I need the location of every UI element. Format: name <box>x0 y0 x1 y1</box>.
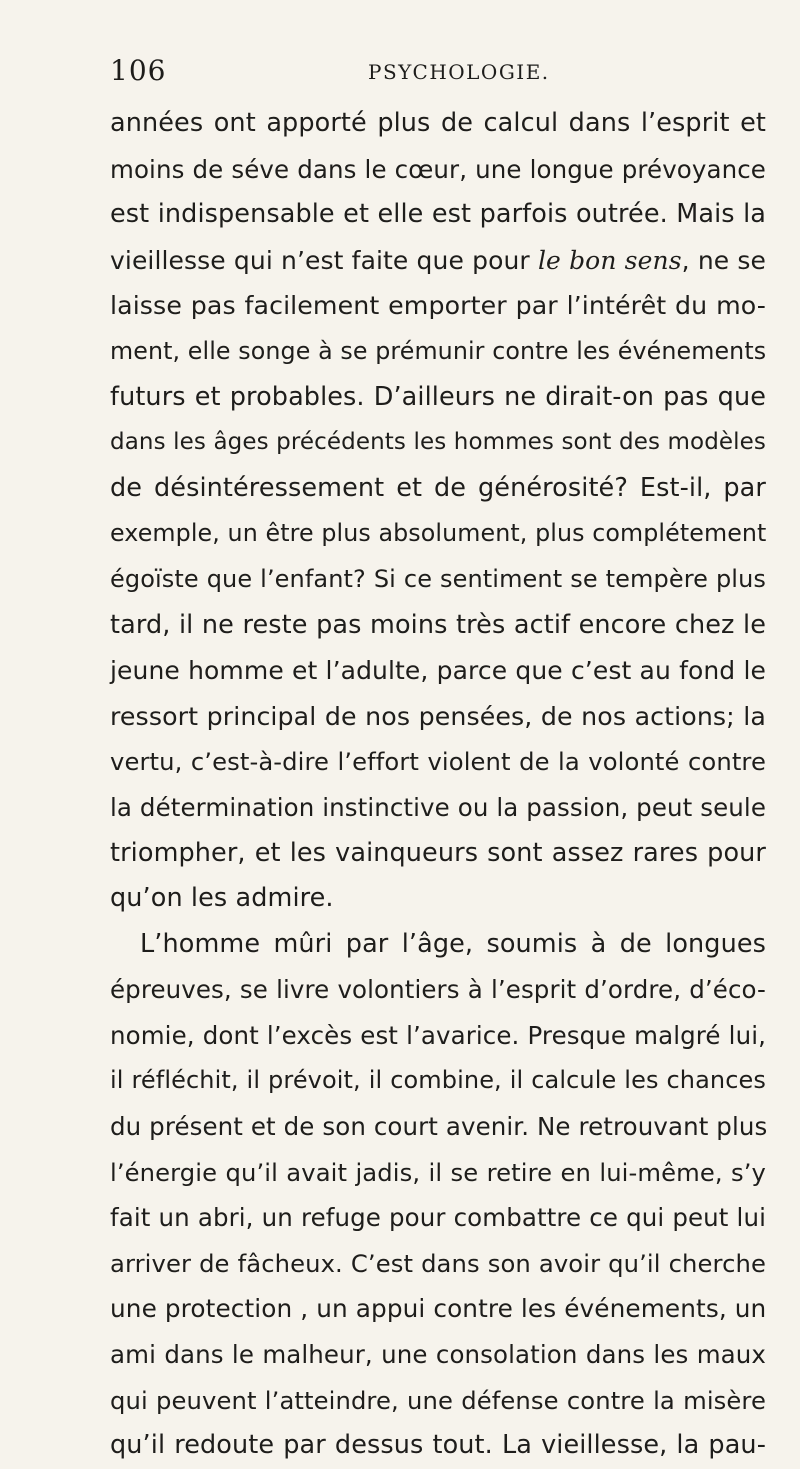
text-line: vertu, c’est-à-dire l’effort violent de la volonté contre <box>110 747 766 777</box>
text-line: triompher, et les vainqueurs sont assez rares pour <box>110 837 766 868</box>
text-line: L’homme mûri par l’âge, soumis à de longues <box>140 928 766 959</box>
text-line: futurs et probables. D’ailleurs ne dirait-on pas que <box>110 381 766 412</box>
text-line: la détermination instinctive ou la passion, peut seule <box>110 792 766 822</box>
text-line: arriver de fâcheux. C’est dans son avoir qu’il cherche <box>110 1248 766 1278</box>
text-line: qui peuvent l’atteindre, une défense contre la misère <box>110 1385 766 1415</box>
text-line: une protection , un appui contre les événements, un <box>110 1294 767 1324</box>
text-line: exemple, un être plus absolument, plus complétement <box>110 519 767 548</box>
text-line: l’énergie qu’il avait jadis, il se retire en lui-même, s’y <box>110 1157 766 1187</box>
text-line: laisse pas facilement emporter par l’intérêt du mo- <box>110 291 766 321</box>
text-line: qu’il redoute par dessus tout. La vieillesse, la pau- <box>110 1430 766 1461</box>
text-line: ressort principal de nos pensées, de nos actions; la <box>110 701 766 731</box>
text-line: fait un abri, un refuge pour combattre ce qui peut lui <box>110 1203 766 1233</box>
body-text <box>110 101 766 1469</box>
text-line <box>110 238 766 284</box>
page-header <box>110 54 770 94</box>
text-line: tard, il ne reste pas moins très actif encore chez le <box>110 609 766 640</box>
text-line: nomie, dont l’excès est l’avarice. Presque malgré lui, <box>110 1020 766 1050</box>
text-line: il réfléchit, il prévoit, il combine, il calcule les chances <box>110 1066 766 1095</box>
text-line: du présent et de son court avenir. Ne retrouvant plus <box>110 1112 768 1142</box>
text-line: égoïste que l’enfant? Si ce sentiment se tempère plus <box>110 564 766 593</box>
text-line: ami dans le malheur, une consolation dans les maux <box>110 1340 766 1370</box>
text-segment: vieillesse qui n’est faite que pour <box>110 245 538 275</box>
page-number: 106 <box>110 54 167 87</box>
text-line: qu’on les admire. <box>110 883 334 914</box>
text-segment: , ne se <box>681 245 767 275</box>
text-line: années ont apporté plus de calcul dans l’esprit et <box>110 108 766 138</box>
text-line: jeune homme et l’adulte, parce que c’est au fond le <box>110 656 766 686</box>
italic-phrase: le bon sens <box>537 245 682 275</box>
text-line: moins de séve dans le cœur, une longue prévoyance <box>110 154 766 184</box>
running-head: PSYCHOLOGIE. <box>368 60 550 84</box>
text-line: épreuves, se livre volontiers à l’esprit d’ordre, d’éco- <box>110 975 766 1005</box>
text-line: dans les âges précédents les hommes sont des modèles <box>110 429 766 456</box>
text-line: de désintéressement et de générosité? Est-il, par <box>110 472 766 503</box>
text-line: est indispensable et elle est parfois outrée. Mais la <box>110 199 766 230</box>
text-line: ment, elle songe à se prémunir contre les événements <box>110 336 767 365</box>
